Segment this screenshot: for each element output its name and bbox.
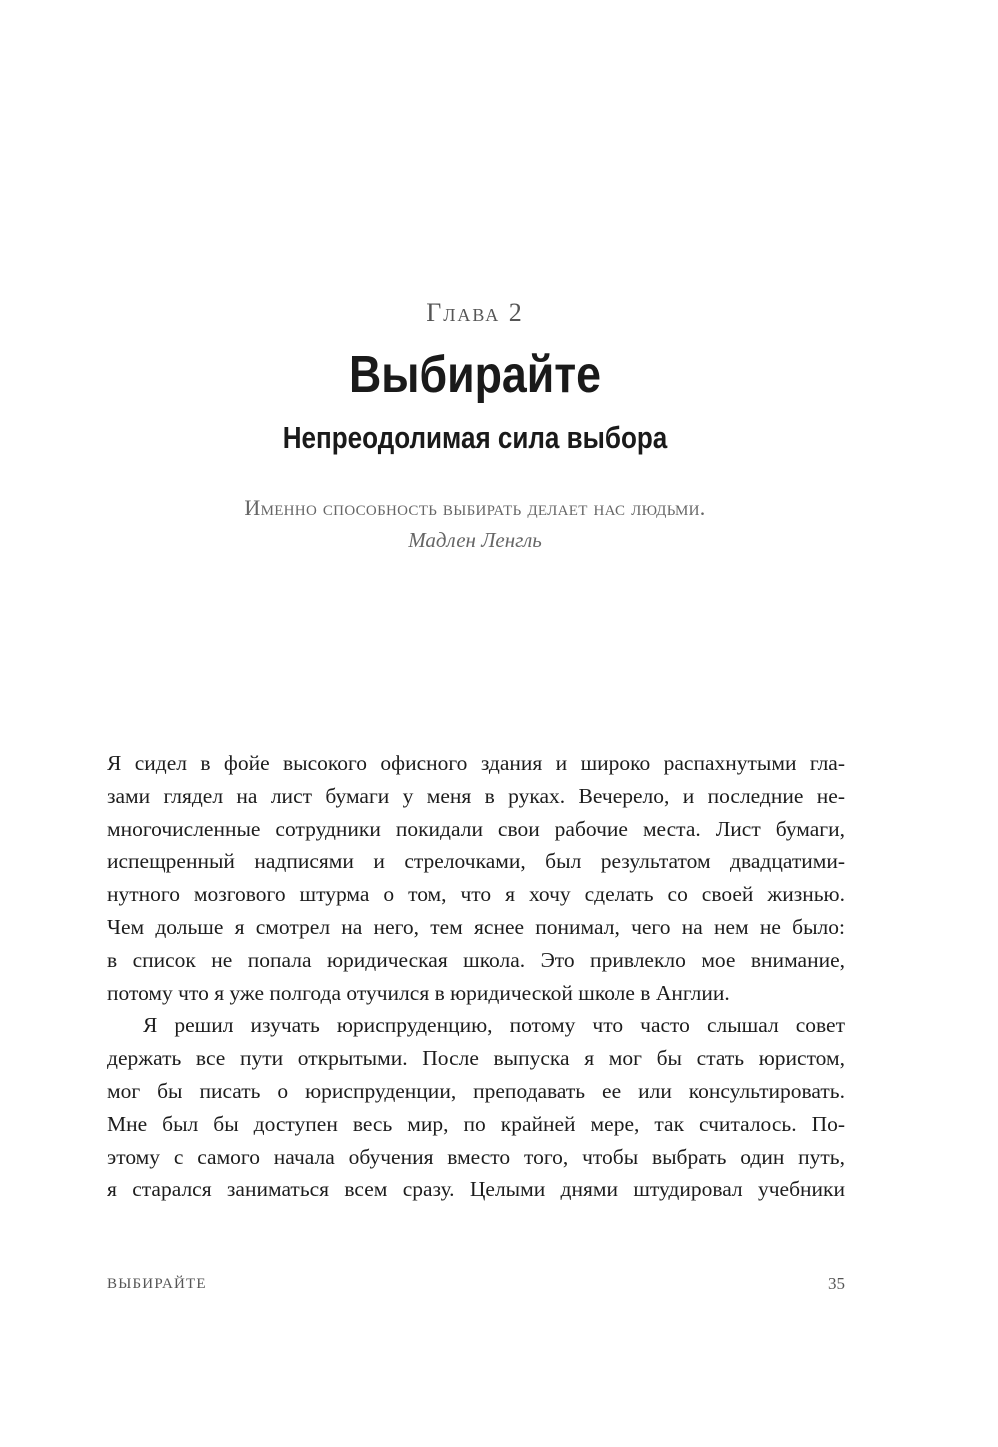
chapter-label: Глава 2 [426, 298, 524, 327]
text-line: Я сидел в фойе высокого офисного здания и широко распахнутыми гла- [107, 751, 845, 775]
body-text [107, 747, 845, 1206]
text-line: я старался заниматься всем сразу. Целыми днями штудировал учебники [107, 1177, 845, 1202]
paragraph-2 [107, 1009, 845, 1206]
chapter-title: Выбирайте [348, 346, 602, 404]
text-line: многочисленные сотрудники покидали свои рабочие места. Лист бумаги, [107, 816, 845, 841]
text-line: мог бы писать о юриспруденции, преподавать ее или консультировать. [107, 1078, 845, 1103]
text-line: Мне был бы доступен весь мир, по крайней мере, так считалось. По- [107, 1111, 845, 1136]
page-number: 35 [828, 1274, 845, 1293]
epigraph-author: Мадлен Ленгль [408, 528, 542, 552]
epigraph-text: Именно способность выбирать делает нас людьми. [244, 495, 706, 520]
chapter-subtitle: Непреодолимая сила выбора [282, 420, 668, 455]
text-line: держать все пути открытыми. После выпуска я мог бы стать юристом, [107, 1046, 845, 1071]
epigraph [0, 492, 950, 556]
text-line: потому что я уже полгода отучился в юридической школе в Англии. [107, 980, 730, 1005]
text-line: в список не попала юридическая школа. Это привлекло мое внимание, [107, 947, 845, 972]
running-head: ВЫБИРАЙТЕ [107, 1276, 207, 1292]
text-line: зами глядел на лист бумаги у меня в руках. Вечерело, и последние не- [107, 783, 845, 808]
text-line: этому с самого начала обучения вместо того, чтобы выбрать один путь, [107, 1144, 845, 1169]
text-line: нутного мозгового штурма о том, что я хочу сделать со своей жизнью. [107, 882, 845, 907]
text-line: испещренный надписями и стрелочками, был результатом двадцатими- [107, 849, 845, 874]
text-line: Чем дольше я смотрел на него, тем яснее понимал, чего на нем не было: [107, 914, 845, 939]
paragraph-1 [107, 747, 845, 1009]
text-line: Я решил изучать юриспруденцию, потому что часто слышал совет [143, 1013, 845, 1038]
